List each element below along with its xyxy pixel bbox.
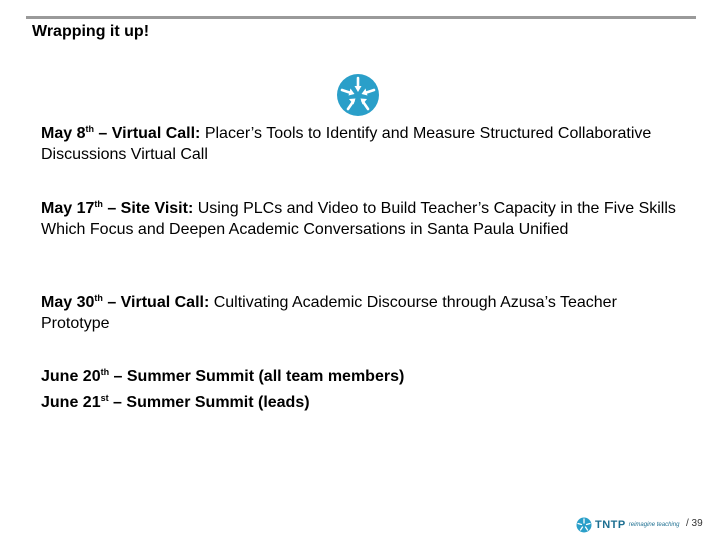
event-item (41, 123, 681, 165)
footer-brand: TNTP (595, 519, 626, 531)
date-suffix: st (100, 393, 109, 403)
slide-title: Wrapping it up! (32, 23, 150, 40)
summit-description: – Summer Summit (all team members) (109, 368, 405, 385)
page-number: / 39 (686, 518, 703, 529)
date-suffix: th (94, 199, 103, 209)
date-suffix: th (100, 367, 110, 377)
event-kind: – Virtual Call: (93, 125, 201, 142)
event-date: May 30 (41, 294, 95, 311)
event-item (41, 198, 681, 240)
converging-arrows-icon (336, 73, 380, 117)
summit-item (41, 366, 681, 387)
summit-item (41, 392, 681, 413)
header-rule (26, 16, 696, 19)
event-date: May 17 (41, 200, 95, 217)
summit-date: June 20 (41, 368, 101, 385)
event-date: May 8 (41, 125, 86, 142)
event-kind: – Site Visit: (102, 200, 194, 217)
event-item (41, 292, 681, 334)
event-kind: – Virtual Call: (102, 294, 210, 311)
footer-tagline: reimagine teaching (628, 522, 680, 528)
tntp-logo-icon (576, 517, 592, 533)
event-description: Using PLCs and Video to Build Teacher’s Capacity in the Five Skills Which Focus and Deepen Academic Conversations in Santa Paula Unified (41, 200, 676, 238)
date-suffix: th (94, 293, 103, 303)
summit-description: – Summer Summit (leads) (108, 394, 310, 411)
date-suffix: th (85, 124, 94, 134)
footer-logo (576, 516, 682, 534)
event-description: Cultivating Academic Discourse through Azusa’s Teacher Prototype (41, 294, 617, 332)
summit-date: June 21 (41, 394, 101, 411)
event-description: Placer’s Tools to Identify and Measure Structured Collaborative Discussions Virtual Call (41, 125, 652, 163)
